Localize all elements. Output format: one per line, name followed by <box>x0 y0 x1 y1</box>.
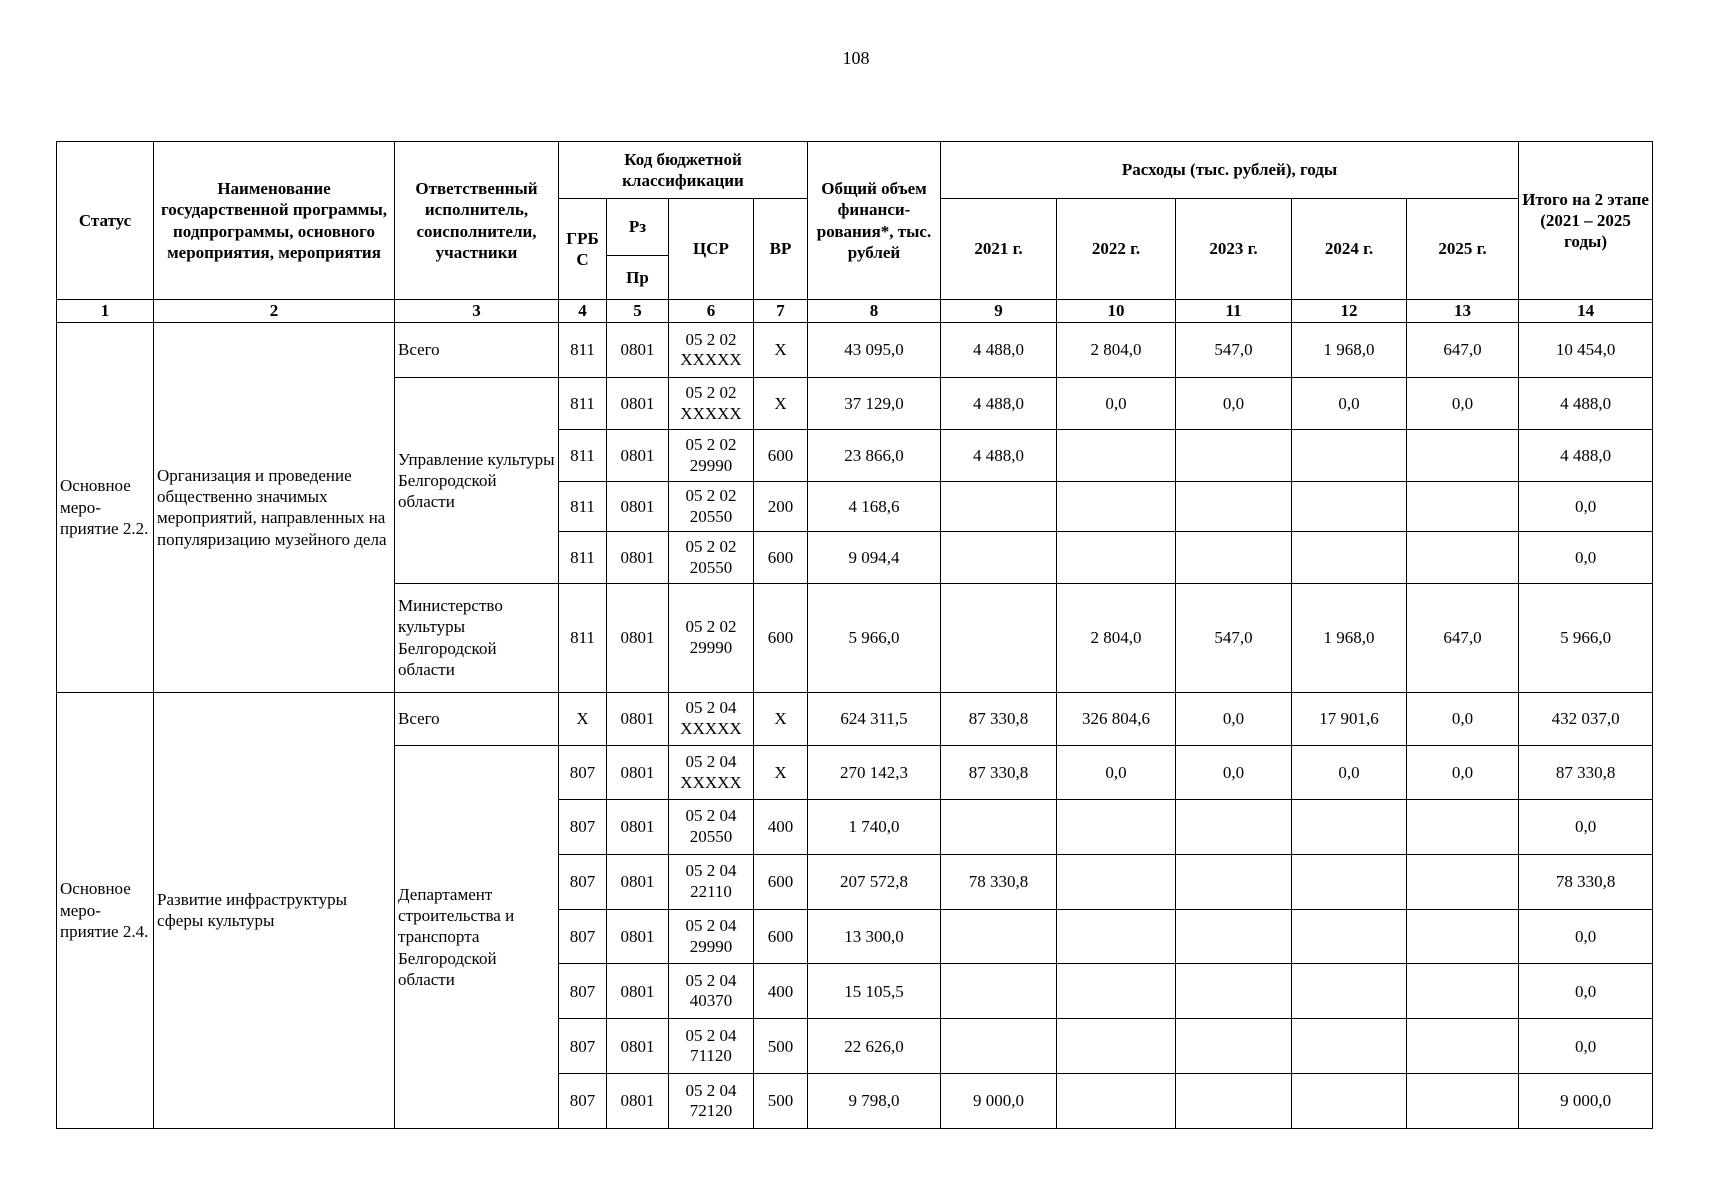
budget-table <box>56 141 1653 1129</box>
cell-2021 <box>941 583 1057 692</box>
csr-line: 05 2 04 <box>685 698 737 718</box>
csr-line: 05 2 04 <box>685 752 737 772</box>
cell-csr <box>669 1074 754 1129</box>
header-expenses-group: Расходы (тыс. рублей), годы <box>941 142 1519 199</box>
cell-2022 <box>1057 909 1176 964</box>
cell-2021: 87 330,8 <box>941 692 1057 746</box>
cell-rzpr: 0801 <box>607 746 669 800</box>
header-2024: 2024 г. <box>1292 199 1407 300</box>
csr-line: 29990 <box>689 637 733 657</box>
cell-vr: 600 <box>754 532 808 584</box>
cell-csr <box>669 799 754 854</box>
column-number: 14 <box>1519 300 1653 323</box>
cell-2024: 1 968,0 <box>1292 323 1407 378</box>
cell-stage-total: 10 454,0 <box>1519 323 1653 378</box>
cell-total: 43 095,0 <box>808 323 941 378</box>
cell-rzpr: 0801 <box>607 1019 669 1074</box>
cell-2022: 0,0 <box>1057 746 1176 800</box>
column-number: 1 <box>57 300 154 323</box>
cell-rzpr: 0801 <box>607 532 669 584</box>
executor-cell: Всего <box>395 692 559 746</box>
csr-line: 29990 <box>689 455 733 475</box>
cell-2021: 4 488,0 <box>941 377 1057 430</box>
table-header <box>57 142 1653 323</box>
cell-rzpr: 0801 <box>607 909 669 964</box>
cell-total: 22 626,0 <box>808 1019 941 1074</box>
cell-2022: 326 804,6 <box>1057 692 1176 746</box>
csr-line: 22110 <box>690 881 732 901</box>
status-cell: Основное меро- приятие 2.2. <box>57 323 154 693</box>
cell-csr <box>669 532 754 584</box>
cell-rzpr: 0801 <box>607 854 669 909</box>
csr-line: 05 2 02 <box>685 617 737 637</box>
cell-csr <box>669 323 754 378</box>
csr-line: 72120 <box>689 1101 733 1121</box>
cell-vr: X <box>754 377 808 430</box>
csr-line: 05 2 02 <box>685 435 737 455</box>
cell-2024 <box>1292 909 1407 964</box>
cell-2021 <box>941 481 1057 531</box>
cell-stage-total: 4 488,0 <box>1519 430 1653 482</box>
cell-rzpr: 0801 <box>607 964 669 1019</box>
csr-line: 05 2 04 <box>685 970 737 990</box>
header-rz: Рз <box>607 199 669 256</box>
cell-grbs: 807 <box>559 1074 607 1129</box>
cell-rzpr: 0801 <box>607 1074 669 1129</box>
cell-2023: 0,0 <box>1176 746 1292 800</box>
cell-csr <box>669 909 754 964</box>
csr-line: 05 2 02 <box>685 329 737 349</box>
cell-2023 <box>1176 909 1292 964</box>
header-pr: Пр <box>607 256 669 300</box>
cell-2025: 647,0 <box>1407 583 1519 692</box>
header-stage-total: Итого на 2 этапе (2021 – 2025 годы) <box>1519 142 1653 300</box>
cell-2025: 0,0 <box>1407 692 1519 746</box>
cell-rzpr: 0801 <box>607 692 669 746</box>
column-number: 5 <box>607 300 669 323</box>
csr-line: XXXXX <box>680 403 742 423</box>
csr-line: 29990 <box>689 936 733 956</box>
column-number: 7 <box>754 300 808 323</box>
cell-stage-total: 5 966,0 <box>1519 583 1653 692</box>
cell-grbs: 811 <box>559 377 607 430</box>
cell-2023 <box>1176 854 1292 909</box>
cell-stage-total: 0,0 <box>1519 481 1653 531</box>
column-number: 13 <box>1407 300 1519 323</box>
cell-2025 <box>1407 532 1519 584</box>
cell-rzpr: 0801 <box>607 377 669 430</box>
cell-stage-total: 0,0 <box>1519 909 1653 964</box>
cell-2022: 2 804,0 <box>1057 323 1176 378</box>
cell-2024: 0,0 <box>1292 746 1407 800</box>
cell-2023 <box>1176 430 1292 482</box>
header-executor: Ответственный исполнитель, соисполнители, участники <box>395 142 559 300</box>
cell-2023: 0,0 <box>1176 377 1292 430</box>
cell-2022: 2 804,0 <box>1057 583 1176 692</box>
page-number: 108 <box>842 48 870 68</box>
cell-2024: 1 968,0 <box>1292 583 1407 692</box>
executor-cell: Министерство культуры Белгородской области <box>395 583 559 692</box>
header-2025: 2025 г. <box>1407 199 1519 300</box>
executor-cell: Всего <box>395 323 559 378</box>
cell-csr <box>669 692 754 746</box>
event-name-cell: Развитие инфраструктуры сферы культуры <box>154 692 395 1128</box>
csr-line: 20550 <box>689 506 733 526</box>
cell-vr: 600 <box>754 854 808 909</box>
cell-grbs: 811 <box>559 430 607 482</box>
header-code-group: Код бюджетной классификации <box>559 142 808 199</box>
cell-2023 <box>1176 1019 1292 1074</box>
cell-2023 <box>1176 1074 1292 1129</box>
cell-total: 15 105,5 <box>808 964 941 1019</box>
cell-2022 <box>1057 430 1176 482</box>
cell-csr <box>669 377 754 430</box>
cell-2024 <box>1292 481 1407 531</box>
cell-stage-total: 0,0 <box>1519 532 1653 584</box>
header-total-volume: Общий объем финанси- рования*, тыс. рублей <box>808 142 941 300</box>
cell-grbs: 811 <box>559 532 607 584</box>
cell-2021 <box>941 799 1057 854</box>
cell-2023 <box>1176 964 1292 1019</box>
cell-vr: 200 <box>754 481 808 531</box>
event-name-cell: Организация и проведение общественно значимых мероприятий, направленных на популяризацию музейного дела <box>154 323 395 693</box>
column-numbers-row <box>57 300 1653 323</box>
cell-2021 <box>941 1019 1057 1074</box>
cell-2021 <box>941 532 1057 584</box>
cell-csr <box>669 430 754 482</box>
cell-grbs: X <box>559 692 607 746</box>
cell-2025 <box>1407 909 1519 964</box>
cell-grbs: 807 <box>559 799 607 854</box>
csr-line: 05 2 04 <box>685 1025 737 1045</box>
csr-line: 40370 <box>689 991 733 1011</box>
column-number: 9 <box>941 300 1057 323</box>
cell-2025 <box>1407 430 1519 482</box>
cell-total: 1 740,0 <box>808 799 941 854</box>
cell-total: 624 311,5 <box>808 692 941 746</box>
cell-grbs: 807 <box>559 964 607 1019</box>
header-grbs: ГРБ С <box>559 199 607 300</box>
cell-2022 <box>1057 854 1176 909</box>
header-csr: ЦСР <box>669 199 754 300</box>
header-2022: 2022 г. <box>1057 199 1176 300</box>
cell-2025 <box>1407 854 1519 909</box>
cell-csr <box>669 583 754 692</box>
cell-2024 <box>1292 799 1407 854</box>
cell-stage-total: 87 330,8 <box>1519 746 1653 800</box>
cell-total: 37 129,0 <box>808 377 941 430</box>
cell-2021 <box>941 964 1057 1019</box>
cell-grbs: 811 <box>559 323 607 378</box>
cell-stage-total: 432 037,0 <box>1519 692 1653 746</box>
cell-2024 <box>1292 430 1407 482</box>
cell-2021 <box>941 909 1057 964</box>
cell-2024 <box>1292 964 1407 1019</box>
csr-line: 05 2 04 <box>685 1080 737 1100</box>
cell-vr: 400 <box>754 799 808 854</box>
cell-2022 <box>1057 481 1176 531</box>
csr-line: 05 2 04 <box>685 916 737 936</box>
cell-stage-total: 9 000,0 <box>1519 1074 1653 1129</box>
cell-2025 <box>1407 1019 1519 1074</box>
cell-total: 23 866,0 <box>808 430 941 482</box>
cell-stage-total: 78 330,8 <box>1519 854 1653 909</box>
cell-csr <box>669 1019 754 1074</box>
cell-2023: 547,0 <box>1176 323 1292 378</box>
cell-vr: 500 <box>754 1019 808 1074</box>
table-row <box>57 323 1653 378</box>
csr-line: XXXXX <box>680 349 742 369</box>
cell-total: 207 572,8 <box>808 854 941 909</box>
cell-2022 <box>1057 964 1176 1019</box>
cell-rzpr: 0801 <box>607 481 669 531</box>
cell-vr: X <box>754 746 808 800</box>
executor-cell: Департамент строительства и транспорта Белгородской области <box>395 746 559 1129</box>
cell-2025: 0,0 <box>1407 377 1519 430</box>
cell-csr <box>669 481 754 531</box>
cell-2024 <box>1292 1019 1407 1074</box>
csr-line: 05 2 02 <box>685 486 737 506</box>
header-vr: ВР <box>754 199 808 300</box>
table-body <box>57 323 1653 1129</box>
cell-2024 <box>1292 854 1407 909</box>
cell-grbs: 807 <box>559 909 607 964</box>
table-row <box>57 692 1653 746</box>
cell-csr <box>669 746 754 800</box>
cell-total: 9 798,0 <box>808 1074 941 1129</box>
cell-rzpr: 0801 <box>607 323 669 378</box>
cell-2023: 0,0 <box>1176 692 1292 746</box>
column-number: 3 <box>395 300 559 323</box>
status-cell: Основное меро- приятие 2.4. <box>57 692 154 1128</box>
cell-2023 <box>1176 799 1292 854</box>
cell-2024: 0,0 <box>1292 377 1407 430</box>
executor-cell: Управление культуры Белгородской области <box>395 377 559 583</box>
csr-line: 20550 <box>689 557 733 577</box>
cell-2025 <box>1407 1074 1519 1129</box>
cell-rzpr: 0801 <box>607 799 669 854</box>
column-number: 8 <box>808 300 941 323</box>
cell-vr: 600 <box>754 583 808 692</box>
cell-2023: 547,0 <box>1176 583 1292 692</box>
header-2021: 2021 г. <box>941 199 1057 300</box>
csr-line: 05 2 04 <box>685 806 737 826</box>
csr-line: 05 2 02 <box>685 537 737 557</box>
cell-2025 <box>1407 799 1519 854</box>
cell-rzpr: 0801 <box>607 583 669 692</box>
cell-2022 <box>1057 532 1176 584</box>
cell-stage-total: 4 488,0 <box>1519 377 1653 430</box>
cell-2022 <box>1057 1074 1176 1129</box>
csr-line: 05 2 04 <box>685 861 737 881</box>
cell-2022: 0,0 <box>1057 377 1176 430</box>
column-number: 2 <box>154 300 395 323</box>
header-status: Статус <box>57 142 154 300</box>
cell-total: 13 300,0 <box>808 909 941 964</box>
cell-grbs: 807 <box>559 746 607 800</box>
cell-rzpr: 0801 <box>607 430 669 482</box>
column-number: 11 <box>1176 300 1292 323</box>
cell-stage-total: 0,0 <box>1519 1019 1653 1074</box>
cell-2025 <box>1407 481 1519 531</box>
cell-2025: 0,0 <box>1407 746 1519 800</box>
column-number: 4 <box>559 300 607 323</box>
cell-2021: 4 488,0 <box>941 430 1057 482</box>
cell-2021: 4 488,0 <box>941 323 1057 378</box>
cell-2023 <box>1176 532 1292 584</box>
csr-line: XXXXX <box>680 772 742 792</box>
cell-2021: 78 330,8 <box>941 854 1057 909</box>
cell-total: 270 142,3 <box>808 746 941 800</box>
cell-csr <box>669 854 754 909</box>
cell-vr: X <box>754 323 808 378</box>
cell-grbs: 811 <box>559 481 607 531</box>
cell-2024 <box>1292 1074 1407 1129</box>
cell-2022 <box>1057 799 1176 854</box>
cell-stage-total: 0,0 <box>1519 799 1653 854</box>
column-number: 12 <box>1292 300 1407 323</box>
column-number: 6 <box>669 300 754 323</box>
cell-2025: 647,0 <box>1407 323 1519 378</box>
cell-2024: 17 901,6 <box>1292 692 1407 746</box>
csr-line: 05 2 02 <box>685 383 737 403</box>
csr-line: 71120 <box>690 1046 732 1066</box>
cell-vr: 600 <box>754 909 808 964</box>
cell-grbs: 807 <box>559 854 607 909</box>
cell-2023 <box>1176 481 1292 531</box>
csr-line: XXXXX <box>680 718 742 738</box>
cell-vr: X <box>754 692 808 746</box>
cell-grbs: 807 <box>559 1019 607 1074</box>
csr-line: 20550 <box>689 826 733 846</box>
cell-total: 4 168,6 <box>808 481 941 531</box>
cell-2022 <box>1057 1019 1176 1074</box>
cell-total: 9 094,4 <box>808 532 941 584</box>
cell-stage-total: 0,0 <box>1519 964 1653 1019</box>
cell-2025 <box>1407 964 1519 1019</box>
cell-2024 <box>1292 532 1407 584</box>
cell-total: 5 966,0 <box>808 583 941 692</box>
cell-2021: 9 000,0 <box>941 1074 1057 1129</box>
header-2023: 2023 г. <box>1176 199 1292 300</box>
cell-csr <box>669 964 754 1019</box>
cell-grbs: 811 <box>559 583 607 692</box>
header-name: Наименование государственной программы, подпрограммы, основного мероприятия, мероприятия <box>154 142 395 300</box>
cell-vr: 600 <box>754 430 808 482</box>
column-number: 10 <box>1057 300 1176 323</box>
cell-vr: 400 <box>754 964 808 1019</box>
cell-2021: 87 330,8 <box>941 746 1057 800</box>
cell-vr: 500 <box>754 1074 808 1129</box>
